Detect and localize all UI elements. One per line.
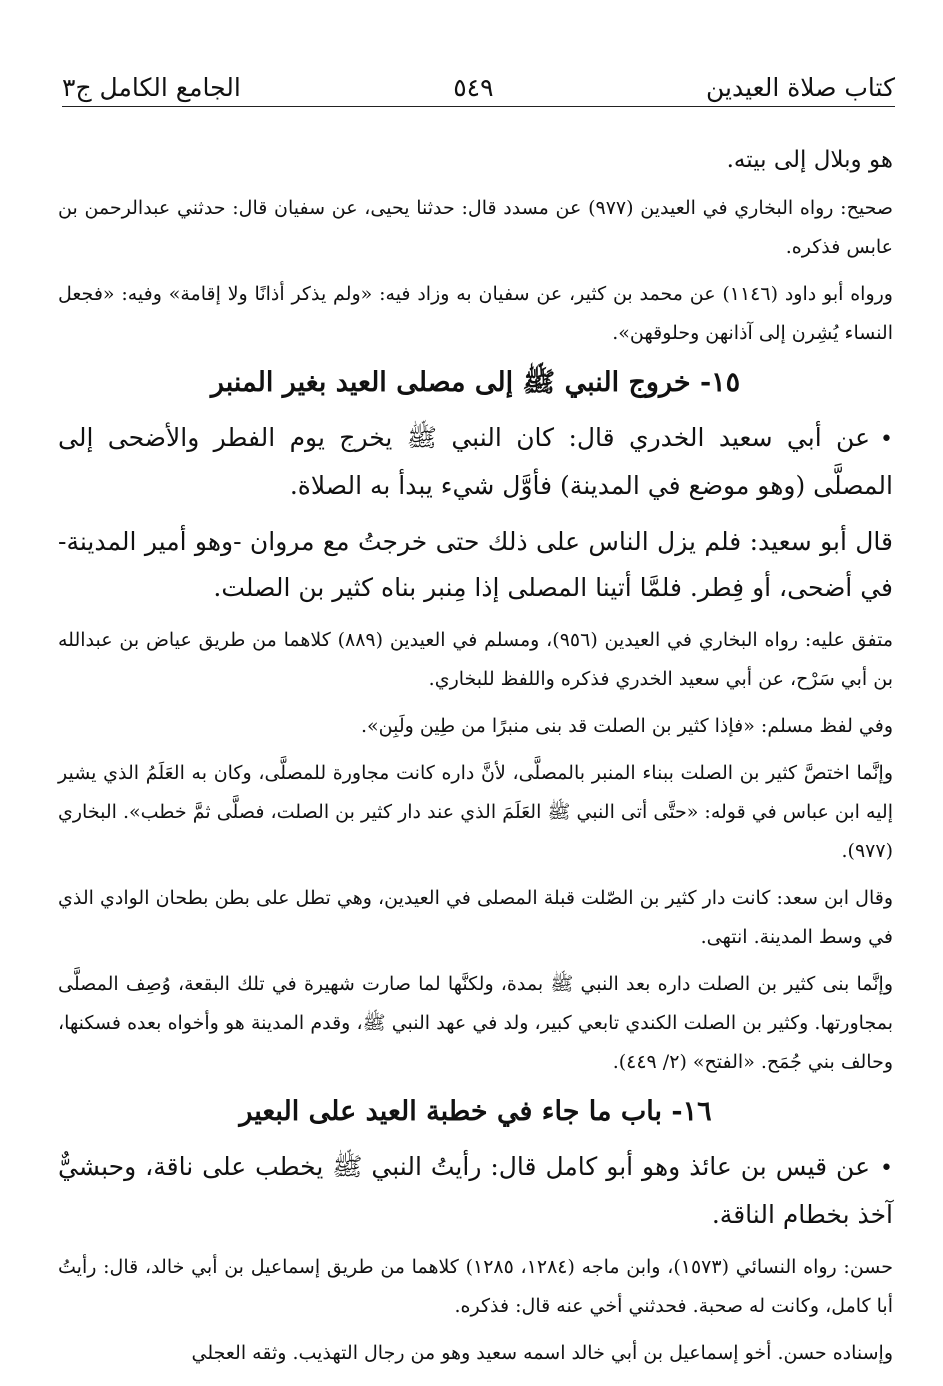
page-content <box>58 140 893 1381</box>
takhrij-note: متفق عليه: رواه البخاري في العيدين (٩٥٦)، ومسلم في العيدين (٨٨٩) كلاهما من طريق عياض بن عبدالله بن أبي سَرْح، عن أبي سعيد الخدري فذكره واللفظ للبخاري. <box>58 629 894 690</box>
takhrij-note: وإسناده حسن. أخو إسماعيل بن أبي خالد اسمه سعيد وهو من رجال التهذيب. وثقه العجلي <box>191 1342 893 1364</box>
commentary-note: وإنَّما بنى كثير بن الصلت داره بعد النبي ﷺ بمدة، ولكنَّها لما صارت شهيرة في تلك البقعة، وُصِف المصلَّى بمجاورتها. وكثير بن الصلت الكندي تابعي كبير، ولد في عهد النبي ﷺ، وقدم المدينة هو وأخواه بعده فسكنها، وحالف بني جُمَح. «الفتح» (٢/ ٤٤٩). <box>58 973 893 1073</box>
commentary-note: وإنَّما اختصَّ كثير بن الصلت ببناء المنبر بالمصلَّى، لأنَّ داره كانت مجاورة للمصلَّى، وكان به العَلَمُ الذي يشير إليه ابن عباس في قوله: «حتَّى أتى النبي ﷺ العَلَمَ الذي عند دار كثير بن الصلت، فصلَّى ثمَّ خطب». البخاري (٩٧٧). <box>58 762 893 862</box>
bullet-marker: • <box>880 427 893 452</box>
takhrij-note: وفي لفظ مسلم: «فإذا كثير بن الصلت قد بنى منبرًا من طِين ولَبِن». <box>360 715 893 737</box>
page-number: ٥٤٩ <box>453 73 494 102</box>
takhrij-note: حسن: رواه النسائي (١٥٧٣)، وابن ماجه (١٢٨٤، ١٢٨٥) كلاهما من طريق إسماعيل بن أبي خالد، قال: رأيتُ أبا كامل، وكانت له صحبة. فحدثني أخي عنه قال: فذكره. <box>58 1256 893 1317</box>
chapter-heading: ١٦- باب ما جاء في خطبة العيد على البعير <box>239 1096 712 1127</box>
takhrij-note: صحيح: رواه البخاري في العيدين (٩٧٧) عن مسدد قال: حدثنا يحيى، عن سفيان قال: حدثني عبدالرحمن بن عابس فذكره. <box>58 197 893 258</box>
running-header <box>62 58 895 107</box>
continued-text: هو وبلال إلى بيته. <box>726 147 893 173</box>
book-title: كتاب صلاة العيدين <box>705 73 895 102</box>
hadith-text: •عن أبي سعيد الخدري قال: كان النبي ﷺ يخرج يوم الفطر والأضحى إلى المصلَّى (وهو موضع في المدينة) فأوَّل شيء يبدأ به الصلاة. <box>58 423 893 500</box>
takhrij-note: ورواه أبو داود (١١٤٦) عن محمد بن كثير، عن سفيان به وزاد فيه: «ولم يذكر أذانًا ولا إقامة» وفيه: «فجعل النساء يُشِرن إلى آذانهن وحلوقهن». <box>58 283 893 344</box>
chapter-heading: ١٥- خروج النبي ﷺ إلى مصلى العيد بغير المنبر <box>210 367 741 398</box>
commentary-note: وقال ابن سعد: كانت دار كثير بن الصّلت قبلة المصلى في العيدين، وهي تطل على بطن بطحان الوادي الذي في وسط المدينة. انتهى. <box>58 887 893 948</box>
bullet-marker: • <box>880 1156 893 1181</box>
hadith-text: قال أبو سعيد: فلم يزل الناس على ذلك حتى خرجتُ مع مروان -وهو أمير المدينة- في أضحى، أو فِطر. فلمَّا أتينا المصلى إذا مِنبر بناه كثير بن الصلت. <box>58 527 893 602</box>
hadith-text: •عن قيس بن عائذ وهو أبو كامل قال: رأيتُ النبي ﷺ يخطب على ناقة، وحبشيٌّ آخذ بخطام الناقة. <box>58 1152 893 1229</box>
collection-title: الجامع الكامل ج٣ <box>62 73 241 102</box>
